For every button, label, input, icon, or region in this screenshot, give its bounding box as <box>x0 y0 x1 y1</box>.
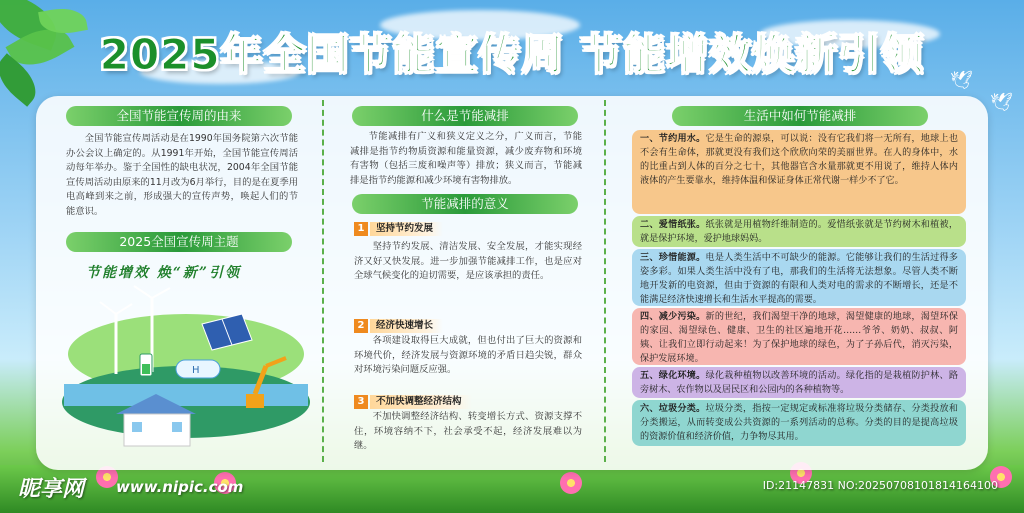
what-paragraph: 节能减排有广义和狭义定义之分，广义而言，节能减排是指节约物质资源和能量资源，减少废弃物和环境有害物（包括三废和噪声等）排放；狭义而言，节能减排是指节约能源和减少环境有害物排放。 <box>350 131 582 186</box>
number-badge: 3 <box>354 395 368 409</box>
life-box-lead: 四、减少污染。 <box>640 312 706 322</box>
life-box-text: 电是人类生活中不可缺少的能源。它能够让我们的生活过得多姿多彩。如果人类生活中没有了电，那我们的生活将无法想象。尽管人类不断地开发新的电资源，但由于资源的有限和人类对电的需求的不断增长，还是不能满足经济快速增长和生活水平提高的需要。 <box>640 253 958 305</box>
life-box-lead: 一、节约用水。 <box>640 134 706 144</box>
river-shape <box>64 384 308 406</box>
column-divider <box>604 100 606 462</box>
life-box-lead: 三、珍惜能源。 <box>640 253 706 263</box>
column-divider <box>322 100 324 462</box>
bird-icon: 🕊 <box>990 92 1013 113</box>
theme-heading: 2025全国宣传周主题 <box>66 232 292 252</box>
life-box-text: 绿化栽种植物以改善环境的活动。绿化指的是栽植防护林、路旁树木、农作物以及居民区和公园内的各种植物等。 <box>640 371 958 395</box>
meaning-item-3-header <box>354 394 472 410</box>
life-box-lead: 五、绿化环境。 <box>640 371 706 381</box>
theme-slogan: 节能增效 焕“新”引领 <box>86 265 241 281</box>
meaning-item-label: 坚持节约发展 <box>370 222 443 236</box>
svg-text:H: H <box>192 365 200 376</box>
life-heading: 生活中如何节能减排 <box>672 106 928 126</box>
life-box-pollution <box>632 308 966 365</box>
meaning-item-2-text: 各项建设取得巨大成就，但也付出了巨大的资源和环境代价，经济发展与资源环境的矛盾日趋尖锐，群众对环境污染问题反应强。 <box>354 335 582 375</box>
life-box-text: 垃圾分类，指按一定规定或标准将垃圾分类储存、分类投放和分类搬运，从而转变成公共资源的一系列活动的总称。分类的目的是提高垃圾的资源价值和经济价值，力争物尽其用。 <box>640 404 958 442</box>
life-box-text: 它是生命的源泉，可以说：没有它我们将一无所有，地球上也不会有生命体，那就更没有我们这个欣欣向荣的美丽世界。在人的身体中，水的比重占到人体的百分之七十，其他器官含水量那就更不用说了，维持人体内液体的产生要靠水，维持体温和保证身体正常代谢一样少不了它。 <box>640 134 958 186</box>
meaning-item-label: 不加快调整经济结构 <box>370 395 472 409</box>
what-heading: 什么是节能减排 <box>352 106 578 126</box>
life-box-greening <box>632 367 966 398</box>
meaning-item-3-text: 不加快调整经济结构、转变增长方式、资源支撑不住，环境容纳不下，社会承受不起，经济发展难以为继。 <box>354 411 582 451</box>
origin-paragraph: 全国节能宣传周活动是在1990年国务院第六次节能办公会议上确定的。从1991年开始，全国节能宣传周活动每年举办。鉴于全国性的缺电状况，2004年全国节能宣传周活动由原来的11月改为6月举行，目的是在夏季用电高峰到来之前，形成强大的宣传声势，唤起人们的节能意识。 <box>66 133 298 217</box>
life-box-lead: 二、爱惜纸张。 <box>640 220 706 230</box>
energy-illustration <box>56 284 316 464</box>
life-box-water <box>632 130 966 214</box>
meaning-item-1-header <box>354 221 443 237</box>
meaning-heading: 节能减排的意义 <box>352 194 578 214</box>
origin-heading: 全国节能宣传周的由来 <box>66 106 292 126</box>
number-badge: 2 <box>354 319 368 333</box>
life-box-paper <box>632 216 966 247</box>
battery-icon <box>140 354 152 376</box>
meaning-item-1-text: 坚持节约发展、清洁发展、安全发展，才能实现经济又好又快发展。进一步加强节能减排工作，也是应对全球气候变化的迫切需要，是应该承担的责任。 <box>354 241 582 281</box>
page-title: 2025年全国节能宣传周 节能增效焕新引领 <box>99 30 925 79</box>
life-box-lead: 六、垃圾分类。 <box>640 404 706 414</box>
life-box-garbage <box>632 400 966 446</box>
life-box-text: 纸张就是用植物纤维制造的。爱惜纸张就是节约树木和植被，就是保护环境，爱护地球妈妈。 <box>640 220 958 244</box>
meaning-item-2-header <box>354 318 443 334</box>
watermark-id: ID:21147831 NO:20250708101814164100 <box>762 479 998 492</box>
life-box-text: 新的世纪，我们渴望干净的地球，渴望健康的地球，渴望环保的家园、渴望绿色、健康、卫生的社区遍地开花……爷爷、奶奶、叔叔、阿姨、让我们立即行动起来！为了保护地球的绿色，为了子孙后代，消灭污染，保护发展环境。 <box>640 312 958 364</box>
watermark-logo: 昵享网 <box>18 477 85 502</box>
meaning-item-label: 经济快速增长 <box>370 319 443 333</box>
hydrogen-tank-icon <box>176 360 220 378</box>
number-badge: 1 <box>354 222 368 236</box>
life-box-energy <box>632 249 966 306</box>
bird-icon: 🕊 <box>950 70 973 91</box>
watermark-url: www.nipic.com <box>116 478 244 496</box>
flower-decoration <box>560 472 582 494</box>
